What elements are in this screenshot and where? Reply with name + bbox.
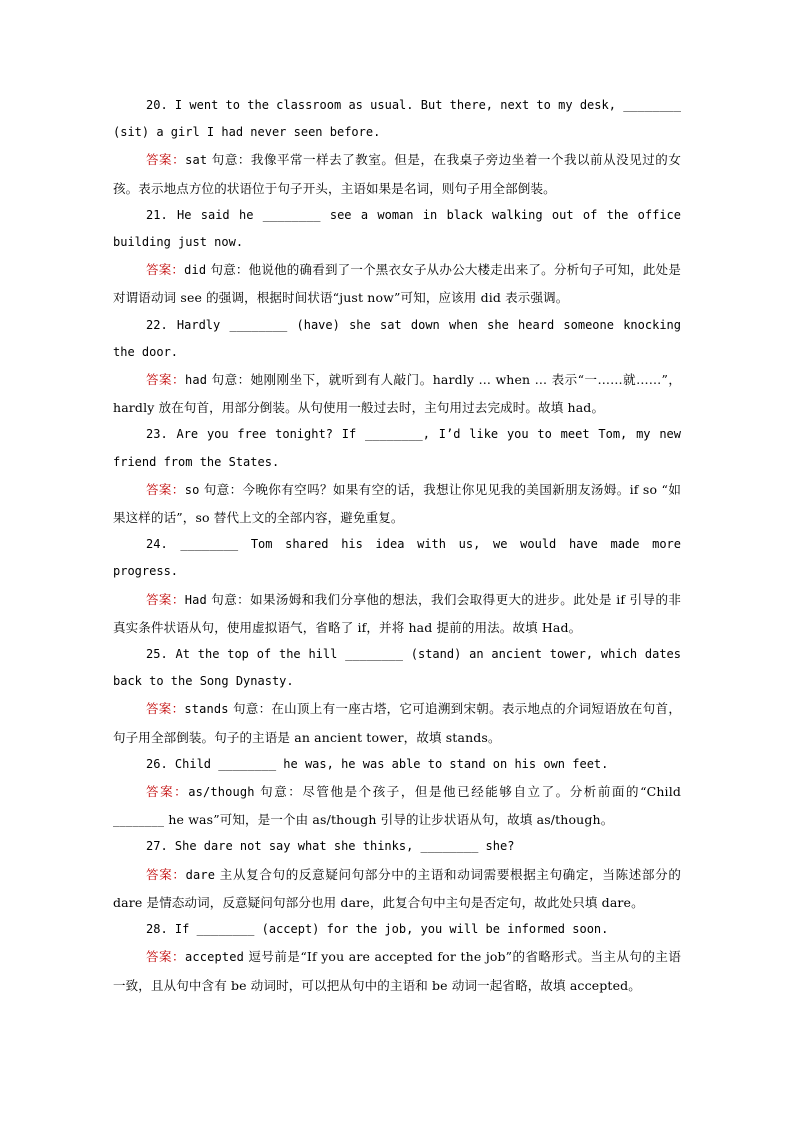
answer-25 <box>113 695 681 750</box>
answer-label: 答案： <box>146 372 186 388</box>
answer-label: 答案： <box>146 866 186 882</box>
answer-21 <box>113 256 681 311</box>
answer-27 <box>113 861 681 916</box>
answer-label: 答案： <box>146 152 186 168</box>
question-23: 23. Are you free tonight? If ________, I’d like you to meet Tom, my new friend from the States. <box>113 427 681 469</box>
answer-word-24: Had <box>184 592 207 607</box>
answer-word-21: did <box>184 263 207 278</box>
answer-label: 答案： <box>146 481 185 497</box>
explanation-21: 句意：他说他的确看到了一个黑衣女子从办公大楼走出来了。分析句子可知，此处是对谓语动词 see 的强调，根据时间状语“just now”可知，应该用 did 表示强调。 <box>113 262 681 306</box>
answer-label: 答案： <box>146 949 185 965</box>
explanation-26: 句意：尽管他是个孩子，但是他已经能够自立了。分析前面的“Child ________ he was”可知，是一个由 as/though 引导的让步状语从句，故填 as/though。 <box>113 784 681 828</box>
explanation-27: 主从复合句的反意疑问句部分中的主语和动词需要根据主句确定，当陈述部分的 dare 是情态动词，反意疑问句部分也用 dare，此复合句中主句是否定句，故此处只填 dare。 <box>113 866 682 910</box>
explanation-28: 逗号前是“If you are accepted for the job”的省略形式。当主从句的主语一致，且从句中含有 be 动词时，可以把从句中的主语和 be 动词一起省略，故填 accepted。 <box>113 949 681 993</box>
explanation-20: 句意：我像平常一样去了教室。但是，在我桌子旁边坐着一个我以前从没见过的女孩。表示地点方位的状语位于句子开头，主语如果是名词，则句子用全部倒装。 <box>113 152 681 196</box>
answer-word-28: accepted <box>184 950 244 965</box>
question-22: 22. Hardly ________ (have) she sat down when she heard someone knocking the door. <box>113 317 681 359</box>
answer-24 <box>113 586 681 641</box>
question-20: 20. I went to the classroom as usual. But there, next to my desk, ________ (sit) a girl I had never seen before. <box>113 98 681 140</box>
answer-23 <box>113 476 681 531</box>
question-21: 21. He said he ________ see a woman in black walking out of the office building just now. <box>113 207 681 250</box>
question-27: 27. She dare not say what she thinks, ________ she? <box>146 839 515 854</box>
answer-26 <box>113 778 681 833</box>
answer-word-25: stands <box>184 702 229 717</box>
answer-label: 答案： <box>146 784 189 800</box>
answer-word-26: as/though <box>188 785 255 800</box>
question-28: 28. If ________ (accept) for the job, you will be informed soon. <box>146 922 609 937</box>
question-26: 26. Child ________ he was, he was able to stand on his own feet. <box>146 756 609 771</box>
answer-label: 答案： <box>146 262 185 278</box>
question-24: 24. ________ Tom shared his idea with us, we would have made more progress. <box>113 537 681 579</box>
answer-word-23: so <box>184 482 200 497</box>
answer-28 <box>113 943 681 998</box>
answer-word-20: sat <box>185 153 208 168</box>
exercise-list <box>113 92 681 999</box>
explanation-23: 句意：今晚你有空吗？如果有空的话，我想让你见见我的美国新朋友汤姆。if so “如果这样的话”，so 替代上文的全部内容，避免重复。 <box>113 481 681 526</box>
question-25: 25. At the top of the hill ________ (stand) an ancient tower, which dates back to the Song Dynasty. <box>113 647 681 689</box>
answer-20 <box>113 146 681 201</box>
answer-label: 答案： <box>146 701 185 717</box>
answer-word-27: dare <box>185 867 216 882</box>
explanation-25: 句意：在山顶上有一座古塔，它可追溯到宋朝。表示地点的介词短语放在句首，句子用全部倒装。句子的主语是 an ancient tower，故填 stands。 <box>113 701 682 745</box>
answer-word-22: had <box>185 373 208 388</box>
explanation-22: 句意：她刚刚坐下，就听到有人敲门。hardly ... when ... 表示“一……就……”，hardly 放在句首，用部分倒装。从句使用一般过去时，主句用过去完成时。故填 had。 <box>113 372 681 416</box>
answer-22 <box>113 366 681 421</box>
answer-label: 答案： <box>146 591 185 607</box>
explanation-24: 句意：如果汤姆和我们分享他的想法，我们会取得更大的进步。此处是 if 引导的非真实条件状语从句，使用虚拟语气，省略了 if，并将 had 提前的用法。故填 Had。 <box>113 591 682 635</box>
